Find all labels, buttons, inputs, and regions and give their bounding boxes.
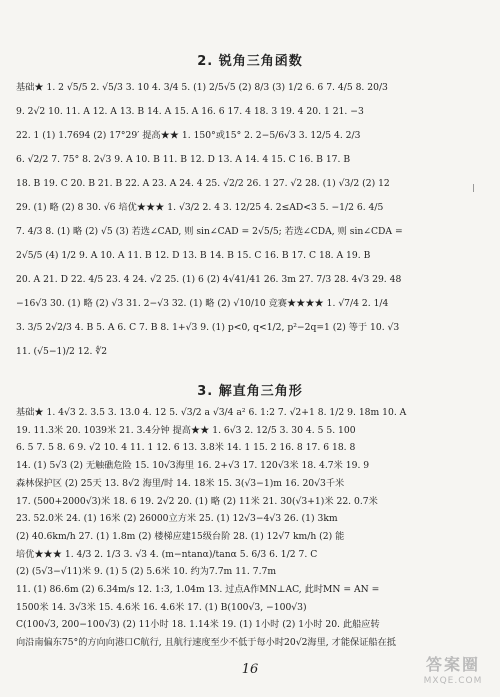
section-title-solve-right-triangle: 3. 解直角三角形 (197, 384, 303, 399)
answer-line: 1500米 14. 3√3米 15. 4.6米 16. 4.6米 17. (1) B(100√3, −100√3) (16, 601, 307, 613)
answer-line: 7. 4/3 8. (1) 略 (2) √5 (3) 若选∠CAD, 则 sin∠CAD = 2√5/5; 若选∠CDA, 则 sin∠CDA = (16, 226, 403, 237)
answer-line: 19. 11.3米 20. 1039米 21. 3.4分钟 提高★★ 1. 6√3 2. 12/5 3. 30 4. 5 5. 100 (16, 424, 356, 436)
answer-line: 18. B 19. C 20. B 21. B 22. A 23. A 24. 4 25. √2/2 26. 1 27. √2 28. (1) √3/2 (2) 12 (16, 178, 390, 189)
answer-line: 3. 3/5 2√2/3 4. B 5. A 6. C 7. B 8. 1+√3 9. (1) p<0, q<1/2, p²−2q=1 (2) 等于 10. √3 (16, 322, 400, 333)
answer-line: 向沿南偏东75°的方向向港口C航行, 且航行速度至少不低于每小时20√2海里, 才能保证船在抵 (16, 637, 396, 649)
section-title-acute-trig: 2. 锐角三角函数 (197, 54, 303, 69)
margin-mark (473, 184, 474, 192)
watermark-url: MXQE.COM (423, 676, 483, 686)
answer-line: 20. A 21. D 22. 4/5 23. 4 24. √2 25. (1) 6 (2) 4√41/41 26. 3m 27. 7/3 28. 4√3 29. 48 (16, 274, 402, 285)
answers-acute-trig (16, 76, 486, 364)
answer-line: (2) (5√3−√11)米 9. (1) 5 (2) 5.6米 10. 约为7.7m 11. 7.7m (16, 566, 277, 578)
answer-line: 基础★ 1. 4√3 2. 3.5 3. 13.0 4. 12 5. √3/2 a √3/4 a² 6. 1:2 7. √2+1 8. 1/2 9. 18m 10. A (16, 407, 407, 418)
answer-line: 9. 2√2 10. 11. A 12. A 13. B 14. A 15. A 16. 6 17. 4 18. 3 19. 4 20. 1 21. −3 (16, 106, 364, 117)
answer-line: −16√3 30. (1) 略 (2) √3 31. 2−√3 32. (1) 略 (2) √10/10 竞赛★★★★ 1. √7/4 2. 1/4 (16, 298, 389, 309)
answers-solve-right-triangle (16, 404, 486, 652)
answer-line: 森林保护区 (2) 25天 13. 8√2 海里/时 14. 18米 15. 3(√3−1)m 16. 20√3千米 (16, 477, 345, 489)
answer-line: 22. 1 (1) 1.7694 (2) 17°29′ 提高★★ 1. 150°或15° 2. 2−5/6√3 3. 12/5 4. 2/3 (16, 130, 361, 141)
answer-line: 17. (500+2000√3)米 18. 6 19. 2√2 20. (1) 略 (2) 11米 21. 30(√3+1)米 22. 0.7米 (16, 495, 378, 507)
answer-line: 11. (1) 86.6m (2) 6.34m/s 12. 1:3, 1.04m 13. 过点A作MN⊥AC, 此时MN = AN = (16, 584, 380, 596)
site-watermark (414, 655, 492, 691)
answer-line: 29. (1) 略 (2) 8 30. √6 培优★★★ 1. √3/2 2. 4 3. 12/25 4. 2≤AD<3 5. −1/2 6. 4/5 (16, 202, 384, 213)
answer-line: 基础★ 1. 2 √5/5 2. √5/3 3. 10 4. 3/4 5. (1) 2/5√5 (2) 8/3 (3) 1/2 6. 6 7. 4/5 8. 20/3 (16, 82, 388, 93)
answer-line: C(100√3, 200−100√3) (2) 11小时 18. 1.14米 19. (1) 1小时 (2) 1小时 20. 此船应转 (16, 619, 380, 631)
answer-line: 培优★★★ 1. 4/3 2. 1/3 3. √3 4. (m−ntanα)/tanα 5. 6/3 6. 1/2 7. C (16, 548, 318, 560)
answer-line: 6. √2/2 7. 75° 8. 2√3 9. A 10. B 11. B 12. D 13. A 14. 4 15. C 16. B 17. B (16, 154, 351, 165)
answer-line: 14. (1) 5√3 (2) 无触礁危险 15. 10√3海里 16. 2+√3 17. 120√3米 18. 4.7米 19. 9 (16, 460, 370, 472)
watermark-logo-text: 答案圈 (425, 655, 480, 674)
answer-line: 11. (√5−1)/2 12. ∜2 (16, 346, 108, 357)
answer-line: 23. 52.0米 24. (1) 16米 (2) 26000立方米 25. (1) 12√3−4√3 26. (1) 3km (16, 513, 338, 525)
page-number: 16 (241, 662, 259, 677)
answer-line: (2) 40.6km/h 27. (1) 1.8m (2) 楼梯应建15级台阶 28. (1) 12√7 km/h (2) 能 (16, 530, 345, 542)
answer-line: 2√5/5 (4) 1/2 9. A 10. A 11. B 12. D 13. B 14. B 15. C 16. B 17. C 18. A 19. B (16, 250, 371, 261)
answer-line: 6. 5 7. 5 8. 6 9. √2 10. 4 11. 1 12. 6 13. 3.8米 14. 1 15. 2 16. 8 17. 6 18. 8 (16, 442, 356, 454)
